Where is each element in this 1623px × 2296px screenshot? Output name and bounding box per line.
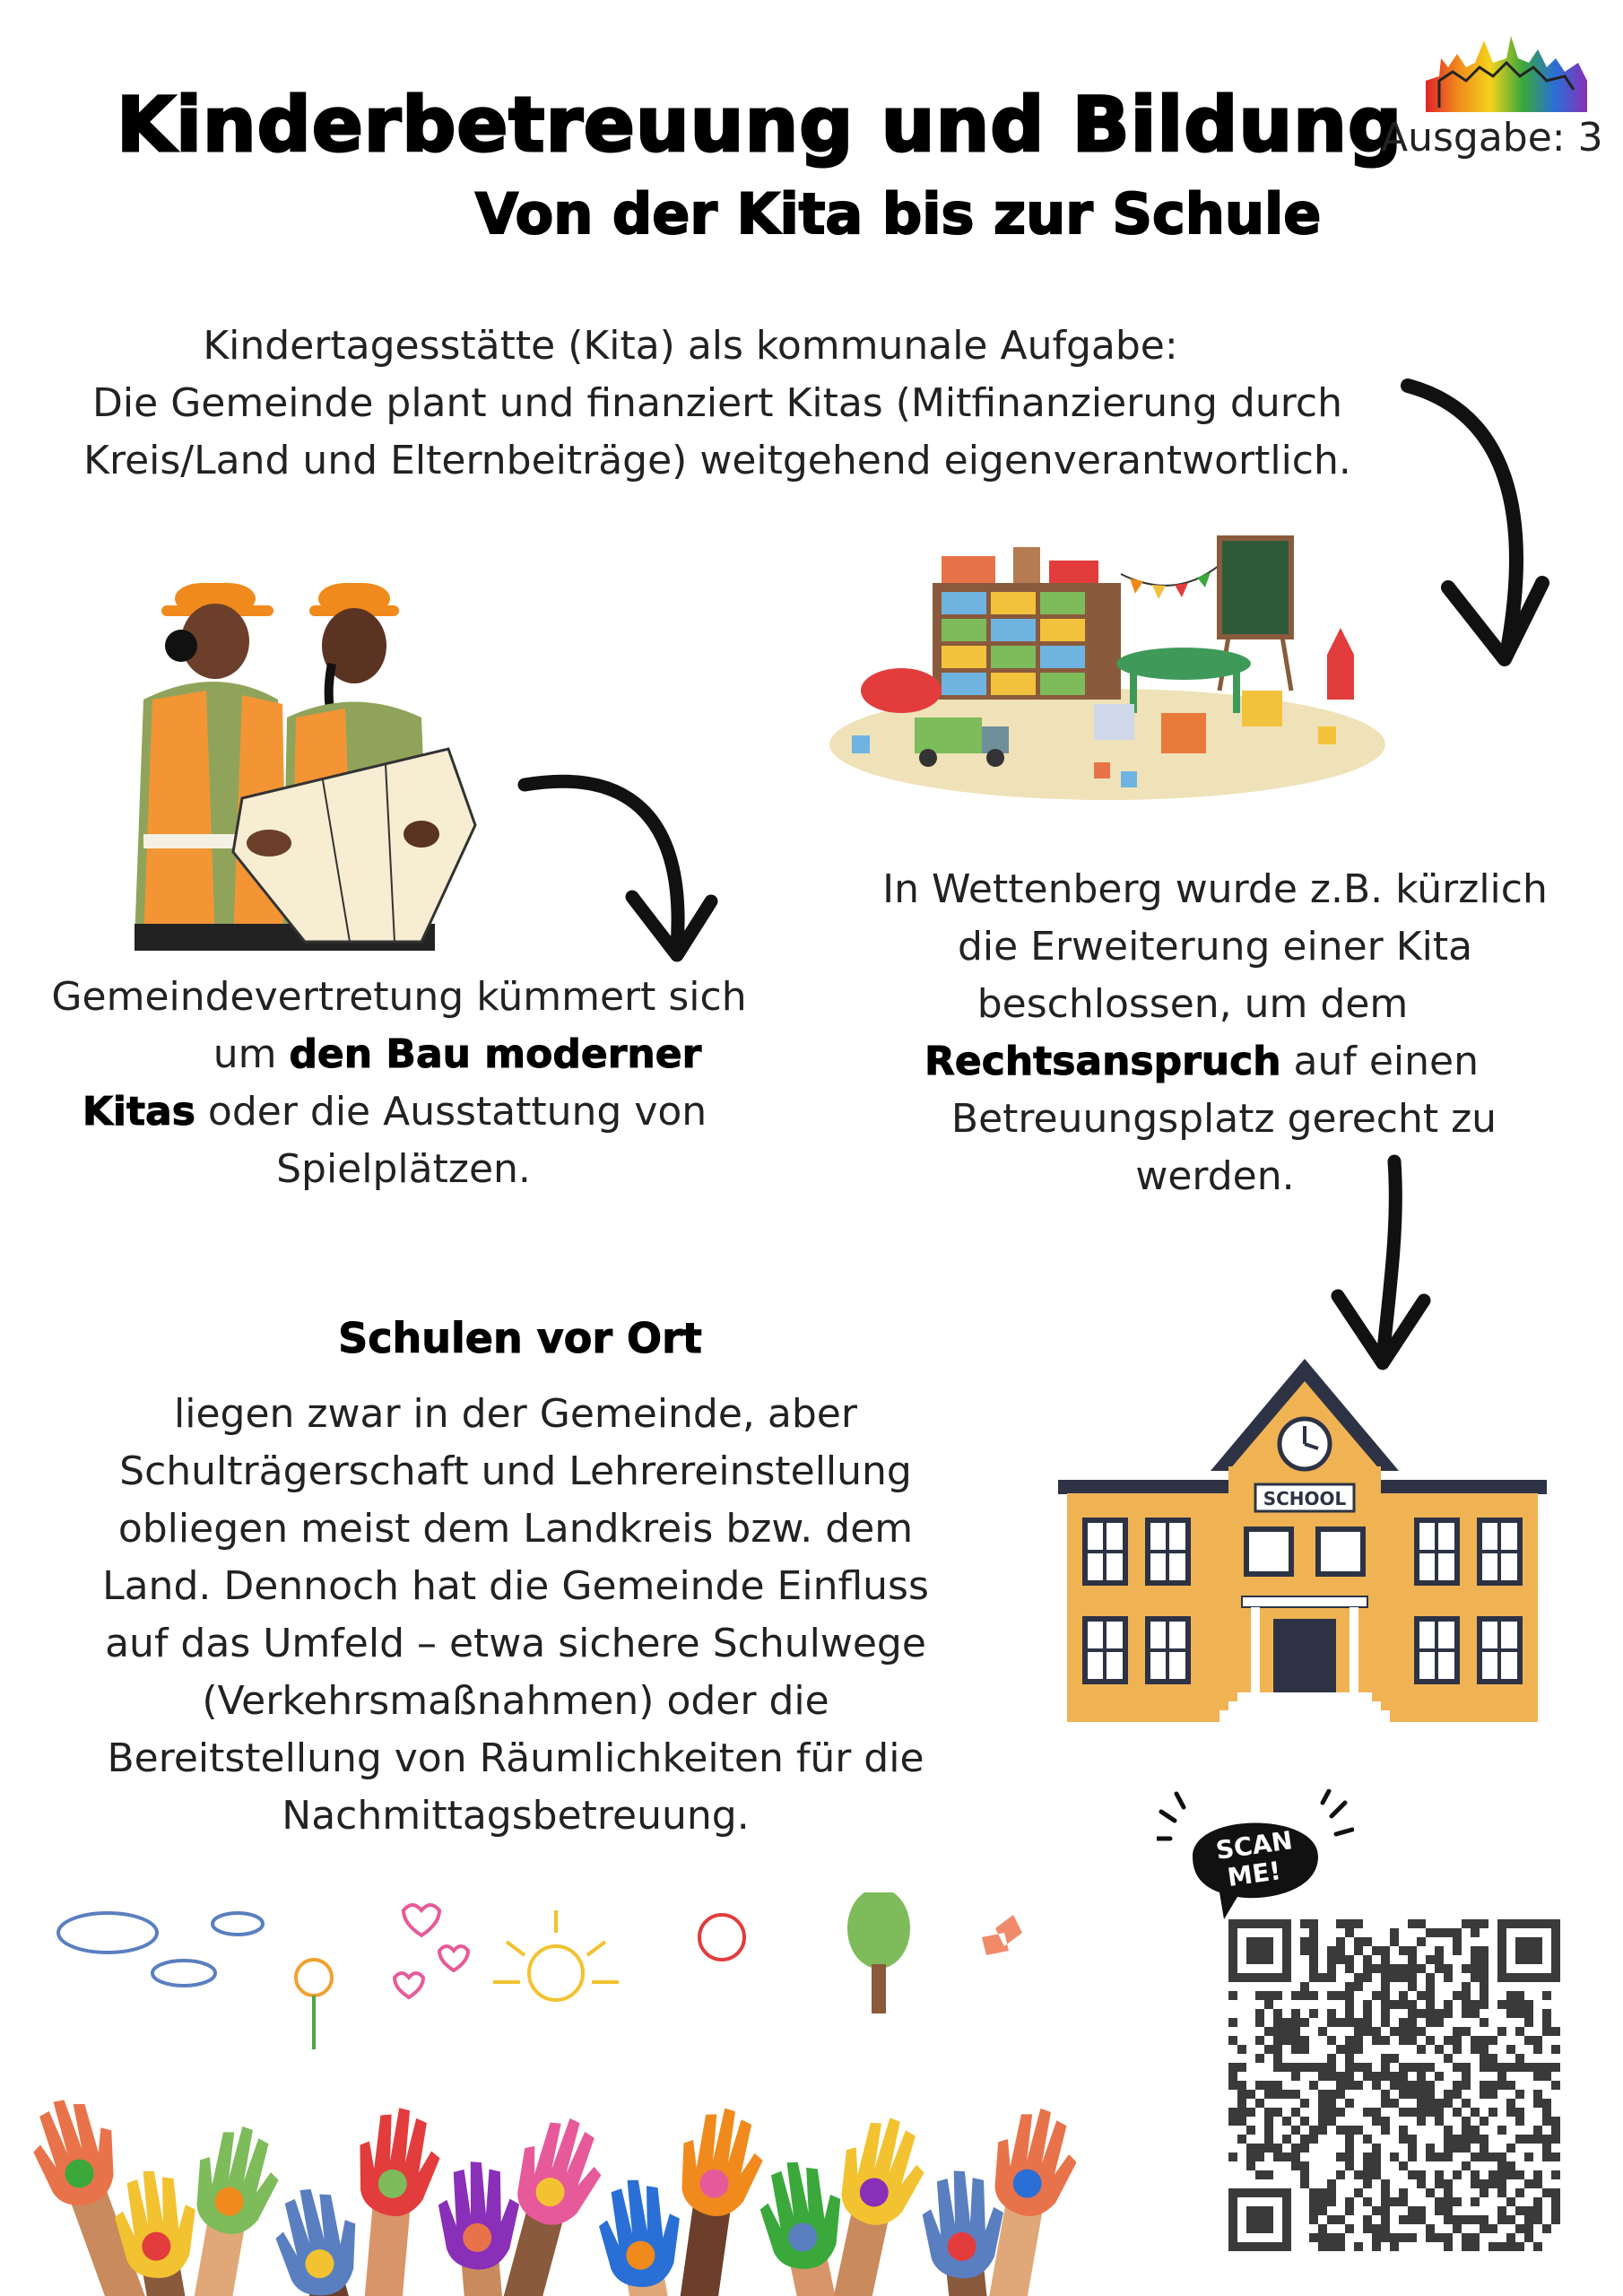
issue-label: Ausgabe: 3 <box>1381 115 1603 161</box>
council-line <box>0 1083 798 1141</box>
school-building-illustration <box>1058 1359 1547 1726</box>
rainbow-town-logo <box>1421 27 1592 117</box>
scan-text: SCAN <box>1213 1825 1295 1866</box>
wettenberg-highlight: Rechtsanspruch <box>924 1039 1281 1084</box>
schools-heading: Schulen vor Ort <box>338 1314 702 1362</box>
schools-line: Land. Dennoch hat die Gemeinde Einfluss <box>102 1563 929 1609</box>
school-sign: SCHOOL <box>1263 1488 1347 1509</box>
intro-line: Kreis/Land und Elternbeiträge) weitgehend eigenverantwortlich. <box>83 438 1351 483</box>
council-line: Gemeindevertretung kümmert sich <box>51 974 747 1020</box>
schools-paragraph <box>72 1386 959 1845</box>
arrow-icon <box>1399 377 1551 682</box>
construction-workers-illustration <box>126 565 502 951</box>
wettenberg-line: In Wettenberg wurde z.B. kürzlich <box>882 866 1548 912</box>
intro-paragraph <box>54 317 1381 490</box>
schools-line: Schulträgerschaft und Lehrereinstellung <box>119 1448 912 1494</box>
council-paragraph <box>51 969 798 1198</box>
wettenberg-text: auf einen <box>1280 1039 1479 1084</box>
council-line <box>117 1026 798 1083</box>
kita-playroom-illustration <box>825 520 1390 807</box>
scan-text: ME! <box>1225 1856 1283 1893</box>
scan-me-badge <box>1157 1789 1354 1924</box>
page-subtitle: Von der Kita bis zur Schule <box>475 181 1322 247</box>
painted-hands-illustration <box>18 1892 1076 2296</box>
schools-line: auf das Umfeld – etwa sichere Schulwege <box>105 1621 926 1666</box>
council-text: oder die Ausstattung von <box>195 1089 707 1135</box>
intro-line: Kindertagesstätte (Kita) als kommunale Aufgabe: <box>203 323 1178 369</box>
intro-line: Die Gemeinde plant und finanziert Kitas (Mitfinanzierung durch <box>92 380 1342 426</box>
wettenberg-paragraph <box>882 861 1587 1205</box>
schools-line: Nachmittagsbetreuung. <box>282 1793 750 1839</box>
council-highlight: Kitas <box>82 1089 195 1135</box>
schools-line: liegen zwar in der Gemeinde, aber <box>174 1391 857 1437</box>
council-highlight: den Bau moderner <box>289 1031 702 1077</box>
wettenberg-line: werden. <box>1135 1153 1295 1199</box>
wettenberg-line <box>816 1033 1587 1091</box>
wettenberg-line: beschlossen, um dem <box>976 981 1409 1027</box>
arrow-icon <box>1327 1152 1435 1377</box>
page-title: Kinderbetreuung und Bildung <box>117 81 1403 169</box>
wettenberg-line: Betreuungsplatz gerecht zu <box>950 1096 1497 1142</box>
wettenberg-line: die Erweiterung einer Kita <box>957 924 1473 970</box>
schools-line: Bereitstellung von Räumlichkeiten für die <box>107 1735 924 1781</box>
qr-code[interactable] <box>1228 1919 1560 2251</box>
council-text: um <box>213 1031 290 1077</box>
arrow-icon <box>516 767 731 973</box>
schools-line: (Verkehrsmaßnahmen) oder die <box>202 1678 829 1724</box>
council-line: Spielplätzen. <box>276 1146 531 1192</box>
schools-line: obliegen meist dem Landkreis bzw. dem <box>117 1506 914 1552</box>
